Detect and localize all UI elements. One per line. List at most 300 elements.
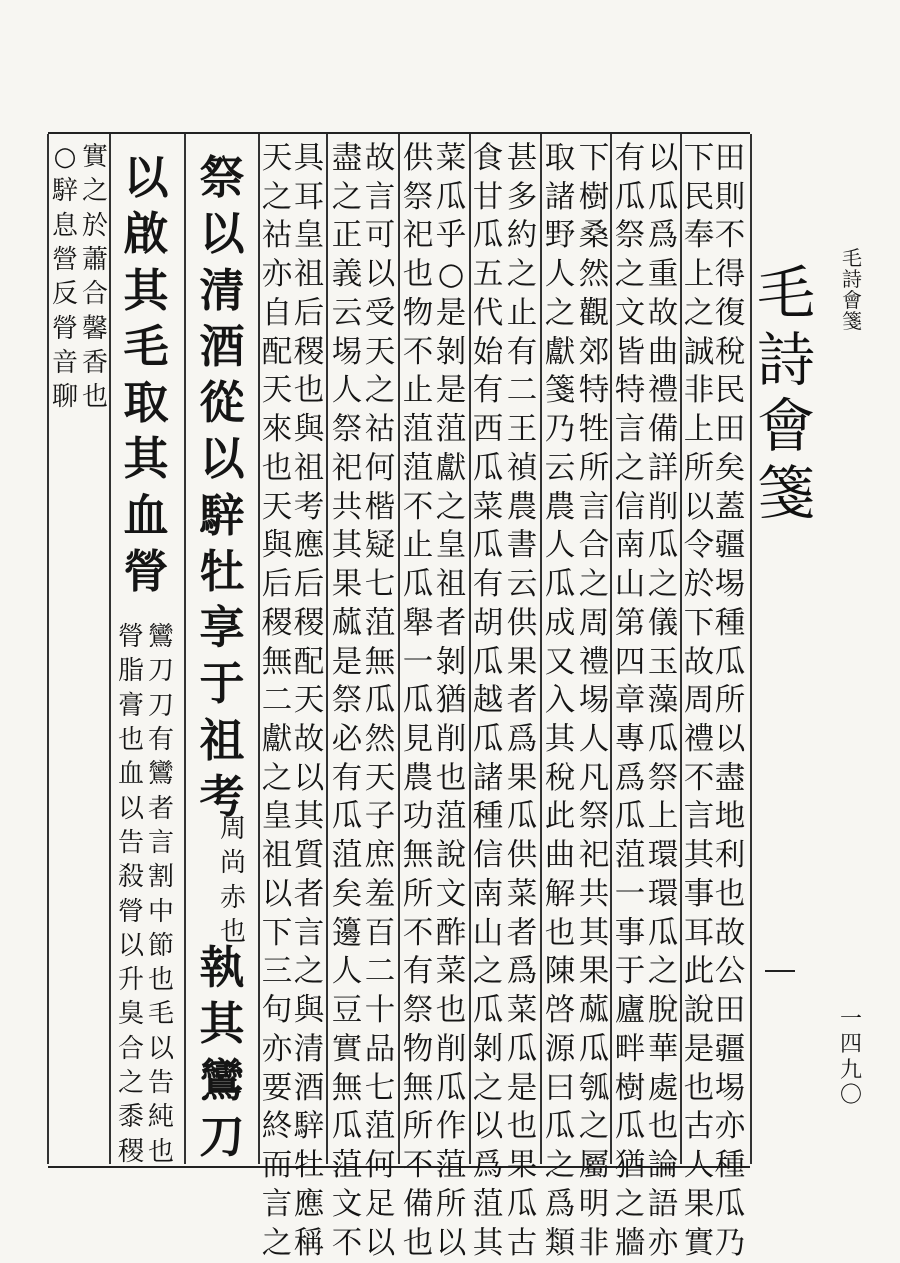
glyph: 故 [683,644,715,680]
glyph: 者 [506,915,538,951]
glyph: 云 [544,450,576,486]
glyph: 祜 [261,218,293,254]
glyph: 陳 [544,954,576,990]
glyph: 復 [714,295,746,331]
glyph: 其 [544,722,576,758]
glyph: 削 [435,1031,467,1067]
glyph: 物 [402,1031,434,1067]
glyph: 耳 [293,179,325,215]
glyph: 爲 [506,722,538,758]
glyph: 以 [261,876,293,912]
glyph: 不 [402,334,434,370]
text-column-5 [577,140,611,1263]
glyph: 酒 [293,1070,325,1106]
glyph: 周 [683,683,715,719]
glyph: 來 [261,412,293,448]
glyph: 無 [364,644,396,680]
glyph: 所 [402,1109,434,1145]
glyph: 甚 [506,141,538,176]
glyph: 然 [364,722,396,758]
glyph: 事 [683,876,715,912]
glyph: 曲 [544,838,576,874]
glyph: 瓜 [331,799,363,835]
glyph: 有 [148,724,175,755]
glyph: 約 [506,218,538,254]
glyph: 埸 [714,567,746,603]
page-number [840,1007,862,1108]
glyph: 祭 [199,151,245,204]
glyph: 獻 [261,722,293,758]
glyph: 十 [364,993,396,1029]
text-column-7 [505,140,539,1263]
glyph: 利 [714,838,746,874]
glyph: 以 [364,257,396,293]
glyph: 瓜 [544,1109,576,1145]
glyph: 品 [364,1031,396,1067]
glyph: 桑 [578,218,610,254]
glyph: 瓜 [331,1109,363,1145]
glyph: 不 [402,1148,434,1184]
glyph: 聊 [52,382,79,413]
glyph: 瓜 [364,683,396,719]
glyph: 天 [364,334,396,370]
glyph: 之 [261,179,293,215]
glyph: 何 [364,1148,396,1184]
glyph: 農 [506,489,538,525]
glyph: 令 [683,528,715,564]
glyph: 果 [506,760,538,796]
glyph: 所 [683,450,715,486]
glyph: 也 [148,965,175,996]
glyph: 羞 [364,876,396,912]
glyph: 瓜 [472,722,504,758]
glyph: 章 [614,683,646,719]
glyph: 其 [331,528,363,564]
glyph: 也 [220,916,247,947]
glyph: 果 [506,1148,538,1184]
glyph: 菹 [435,799,467,835]
glyph: 爲 [614,760,646,796]
glyph: 稅 [544,760,576,796]
glyph: 與 [261,528,293,564]
glyph: 功 [402,799,434,835]
glyph: 地 [714,799,746,835]
glyph: 享 [199,601,245,654]
glyph: 后 [261,567,293,603]
glyph: 環 [647,876,679,912]
glyph: 屬 [578,1148,610,1184]
column-rule [398,134,400,1164]
glyph: 于 [199,657,245,711]
glyph: 菜 [435,954,467,990]
glyph: 野 [544,218,576,254]
glyph: 升 [118,965,145,996]
glyph: 稷 [293,605,325,641]
glyph: 西 [472,412,504,448]
glyph: 牡 [293,1148,325,1184]
glyph: 楷 [364,489,396,525]
glyph: 文 [331,1186,363,1222]
glyph: 籩 [331,915,363,951]
glyph: 之 [614,450,646,486]
glyph: 受 [364,295,396,331]
glyph: 考 [293,489,325,525]
commentary-column-5 [50,140,80,415]
glyph: 之 [647,567,679,603]
glyph: 菜 [472,489,504,525]
glyph: 也 [402,1225,434,1261]
glyph: 殺 [118,862,145,893]
glyph: 其 [123,432,169,486]
glyph: 文 [435,876,467,912]
glyph: 二 [364,954,396,990]
glyph: 以 [472,1109,504,1145]
glyph: 非 [578,1225,610,1261]
glyph: 疆 [714,528,746,564]
glyph: 見 [402,722,434,758]
glyph: 其 [199,997,245,1051]
glyph: 多 [506,179,538,215]
glyph: 南 [472,876,504,912]
glyph: 菹 [472,1186,504,1222]
glyph: 詳 [647,450,679,486]
glyph: 刀 [148,656,175,687]
glyph: 供 [506,605,538,641]
glyph: 九 [840,1057,863,1083]
glyph: 箋 [842,309,862,333]
glyph: 之 [614,257,646,293]
glyph: 言 [364,179,396,215]
glyph: 菹 [402,450,434,486]
glyph: 也 [714,876,746,912]
glyph: 儀 [647,605,679,641]
glyph: 代 [472,295,504,331]
glyph: 之 [435,489,467,525]
glyph: 以 [293,760,325,796]
glyph: 祭 [331,412,363,448]
glyph: 祭 [402,179,434,215]
classic-text-column-1 [196,150,248,825]
glyph: 果 [331,567,363,603]
glyph: 祖 [293,257,325,293]
glyph: 有 [614,141,646,176]
glyph: 四 [840,1032,863,1058]
glyph: 上 [647,799,679,835]
glyph: 祜 [364,412,396,448]
glyph: 得 [714,257,746,293]
glyph: 必 [331,722,363,758]
glyph: 也 [82,382,109,413]
glyph: 亦 [714,1109,746,1145]
glyph: 一 [614,876,646,912]
glyph: 則 [714,179,746,215]
glyph: 盡 [714,760,746,796]
glyph: 止 [402,373,434,409]
glyph: 農 [402,760,434,796]
glyph: 周 [220,814,247,844]
glyph: 后 [293,567,325,603]
glyph: 義 [331,257,363,293]
glyph: 是 [435,373,467,409]
glyph: 清 [199,263,245,317]
glyph: 自 [261,295,293,331]
glyph: 菹 [364,605,396,641]
glyph: 之 [578,567,610,603]
glyph: 瓜 [647,915,679,951]
glyph: 埸 [714,1070,746,1106]
glyph: 稷 [118,1136,145,1167]
glyph: 之 [293,954,325,990]
glyph: 后 [293,295,325,331]
text-column-1 [713,140,747,1263]
glyph: 之 [506,257,538,293]
glyph: 也 [118,724,145,755]
text-column-11 [363,140,397,1263]
glyph: 言 [293,915,325,951]
glyph: 越 [472,683,504,719]
glyph: 考 [199,769,245,823]
glyph: 也 [148,1136,175,1167]
glyph: 之 [261,1225,293,1261]
glyph: 節 [148,930,175,961]
glyph: 瓜 [647,528,679,564]
glyph: 酒 [199,319,245,373]
glyph: 王 [506,412,538,448]
glyph: 不 [402,489,434,525]
glyph: 田 [714,993,746,1029]
glyph: 是 [506,1070,538,1106]
glyph: 以 [364,1225,396,1261]
glyph: 豆 [331,993,363,1029]
glyph: 七 [364,567,396,603]
glyph: 無 [261,644,293,680]
glyph: 誠 [683,334,715,370]
text-column-9 [434,140,468,1263]
glyph: 告 [148,1068,175,1099]
glyph: 實 [331,1031,363,1067]
glyph: 也 [402,257,434,293]
glyph: 子 [364,799,396,835]
glyph: 論 [647,1148,679,1184]
glyph: 云 [331,295,363,331]
glyph: 祖 [293,450,325,486]
glyph: 禎 [506,450,538,486]
glyph: 剝 [435,334,467,370]
glyph: 瓜 [614,1109,646,1145]
glyph: 上 [683,412,715,448]
glyph: 句 [261,993,293,1029]
glyph: 一 [840,1007,863,1032]
glyph: 天 [261,489,293,525]
glyph: 故 [293,722,325,758]
glyph: 要 [261,1070,293,1106]
glyph: 膋 [123,544,169,598]
glyph: 馨 [82,313,109,344]
glyph: 天 [261,373,293,409]
glyph: 蓋 [714,489,746,525]
glyph: 備 [647,412,679,448]
glyph: 脂 [118,656,145,687]
glyph: 削 [647,489,679,525]
glyph: 奉 [683,218,715,254]
glyph: 禮 [578,644,610,680]
glyph: 血 [123,488,169,542]
glyph: 耳 [683,915,715,951]
glyph: 瓜 [714,1186,746,1222]
glyph: 菜 [435,141,467,176]
column-rule [750,134,752,1164]
classic-text-column-1b [196,940,248,1165]
glyph: 之 [364,373,396,409]
glyph: 人 [578,722,610,758]
glyph: 會 [842,288,862,312]
glyph: 不 [402,915,434,951]
glyph: 處 [647,1070,679,1106]
glyph: 騂 [199,488,245,542]
glyph: 廬 [614,993,646,1029]
glyph: 啓 [544,993,576,1029]
glyph: 中 [148,896,175,927]
glyph: 告 [118,827,145,858]
glyph: 瓜 [506,1031,538,1067]
glyph: 以 [683,489,715,525]
glyph: 祀 [578,838,610,874]
glyph: 瓜 [435,179,467,215]
side-title [834,248,870,332]
text-column-4 [613,140,647,1263]
column-rule [184,134,186,1164]
glyph: 蓏 [331,605,363,641]
glyph: 鸞 [148,622,175,652]
glyph: 尚 [220,848,247,879]
glyph: 二 [506,373,538,409]
glyph: 應 [293,1186,325,1222]
glyph: 瓜 [472,644,504,680]
glyph: 皇 [293,218,325,254]
glyph: 祭 [647,760,679,796]
glyph: 有 [472,373,504,409]
glyph: 此 [544,799,576,835]
glyph: 以 [199,432,245,486]
glyph: 瓠 [578,1070,610,1106]
glyph: 果 [578,954,610,990]
glyph: 實 [82,142,109,172]
glyph: 猶 [614,1148,646,1184]
glyph: 民 [714,373,746,409]
glyph: 爲 [647,218,679,254]
glyph: 止 [402,528,434,564]
glyph: 膏 [118,690,145,721]
glyph: 田 [714,412,746,448]
glyph: 其 [123,263,169,317]
glyph: 之 [683,295,715,331]
glyph: 息 [52,210,79,241]
glyph: 刀 [199,1109,245,1163]
glyph: 禮 [647,373,679,409]
glyph: 割 [148,862,175,893]
glyph: 菹 [402,412,434,448]
text-column-3 [646,140,680,1263]
classic-text-column-2 [120,150,172,600]
glyph: 之 [82,176,109,207]
glyph: 類 [544,1225,576,1261]
glyph: 也 [293,373,325,409]
commentary-column-3 [116,620,146,1169]
glyph: 五 [472,257,504,293]
glyph: 配 [293,644,325,680]
glyph: 毛 [842,246,862,270]
glyph: 矣 [714,450,746,486]
glyph: 曰 [544,1070,576,1106]
glyph: 畔 [614,1031,646,1067]
glyph: 詩 [757,325,816,394]
glyph: 無 [331,1070,363,1106]
glyph: 盡 [331,141,363,176]
glyph: 成 [544,605,576,641]
glyph: 有 [331,760,363,796]
glyph: 無 [402,1070,434,1106]
glyph: 果 [506,644,538,680]
glyph: 亦 [647,1225,679,1261]
glyph: 下 [683,605,715,641]
glyph: 共 [331,489,363,525]
glyph: 又 [544,644,576,680]
text-column-10 [401,140,435,1263]
glyph: 周 [578,605,610,641]
glyph: 瓜 [472,450,504,486]
glyph: 種 [714,1148,746,1184]
glyph: 脫 [647,993,679,1029]
glyph: 然 [578,257,610,293]
glyph: 所 [578,450,610,486]
glyph: 古 [506,1225,538,1261]
glyph: 曲 [647,334,679,370]
glyph: 祭 [614,218,646,254]
glyph: 說 [683,993,715,1029]
glyph: 言 [683,799,715,835]
glyph: 皆 [614,334,646,370]
glyph: 合 [82,279,109,310]
glyph: 者 [506,683,538,719]
text-column-6 [543,140,577,1263]
glyph: 郊 [578,334,610,370]
glyph: 瓜 [402,683,434,719]
glyph: 之 [472,954,504,990]
glyph: 民 [683,179,715,215]
glyph: 稷 [261,605,293,641]
glyph: 禮 [683,722,715,758]
glyph: 膋 [52,313,79,344]
glyph: 言 [578,489,610,525]
glyph: 之 [544,1148,576,1184]
glyph: 瓜 [472,993,504,1029]
glyph: 香 [82,347,109,378]
glyph: 事 [614,915,646,951]
glyph: 環 [647,838,679,874]
glyph: 詩 [842,267,862,291]
glyph: 庶 [364,838,396,874]
glyph: 鸞 [148,759,175,790]
glyph: 也 [683,1070,715,1106]
glyph: 音 [52,347,79,378]
glyph: 也 [506,1109,538,1145]
glyph: 此 [683,954,715,990]
glyph: 祀 [331,450,363,486]
glyph: 特 [614,373,646,409]
glyph: 也 [544,915,576,951]
glyph: 古 [683,1109,715,1145]
column-rule [326,134,328,1164]
